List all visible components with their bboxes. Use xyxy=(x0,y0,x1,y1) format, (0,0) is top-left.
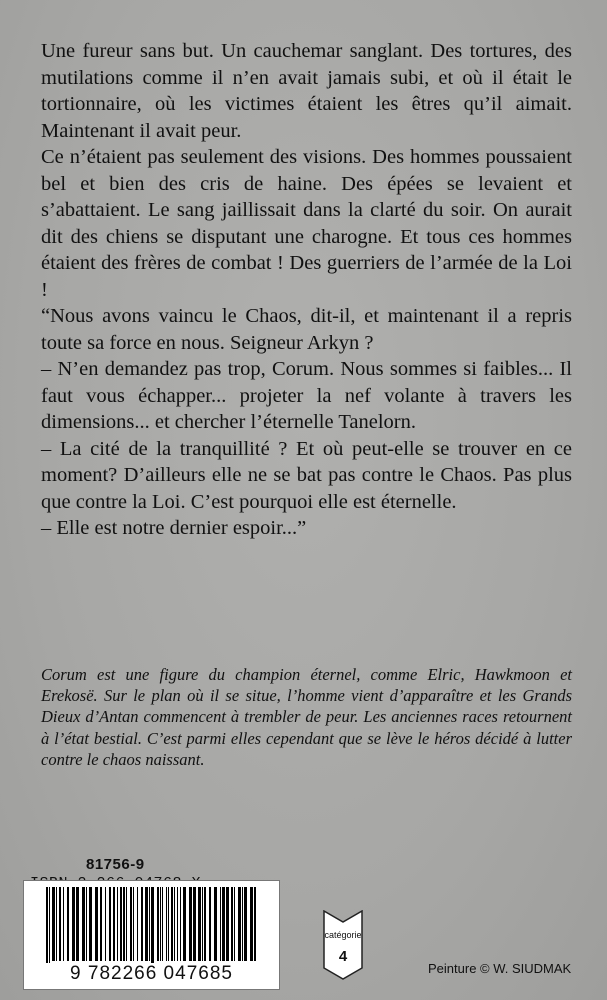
barcode-bar xyxy=(168,887,169,961)
barcode-bar xyxy=(56,887,57,961)
paragraph-1: Une fureur sans but. Un cauchemar sanglant. Des tortures, des mutilations comme il n’en avait jamais subi, et où il était le tortionnaire, où les victimes étaient les êtres qu’il aimait. Maintenant il avait peur. xyxy=(41,40,572,142)
barcode-bar xyxy=(254,887,256,961)
barcode-bar xyxy=(157,887,159,961)
barcode-bar xyxy=(117,887,118,961)
barcode-bar xyxy=(214,887,217,961)
barcode-bar xyxy=(226,887,229,961)
barcode-bar xyxy=(89,887,92,961)
barcode-bar xyxy=(141,887,143,961)
category-label: catégorie xyxy=(324,930,362,940)
barcode-bar xyxy=(105,887,106,961)
series-blurb: Corum est une figure du champion éternel, comme Elric, Hawkmoon et Erekosë. Sur le plan où il se situe, l’homme vient d’apparaître et les Grands Dieux d’Antan commencent à trembler de peur. Les anciennes races retournent à l’état bestial. C’est parmi elles cependant que se lève le héros décidé à lutter contre le chaos naissant. xyxy=(41,665,572,769)
barcode-bars xyxy=(24,881,279,963)
barcode-bar xyxy=(151,887,154,963)
barcode-bar xyxy=(109,887,111,961)
barcode-digits: 9 782266 047685 xyxy=(70,963,233,984)
barcode-bar xyxy=(231,887,233,961)
barcode-bar xyxy=(202,887,203,961)
barcode-bar xyxy=(220,887,221,961)
barcode xyxy=(23,880,280,990)
barcode-bar xyxy=(49,887,50,963)
barcode-bar xyxy=(189,887,192,961)
barcode-bar xyxy=(244,887,247,961)
back-cover-text xyxy=(41,38,572,542)
barcode-bar xyxy=(63,887,64,961)
barcode-bar xyxy=(76,887,79,961)
paragraph-5: – La cité de la tranquillité ? Et où peut-elle se trouver en ce moment? D’ailleurs elle ne se bat pas contre le Chaos. Pas plus que contre la Loi. C’est pourquoi elle est éternelle. xyxy=(41,437,572,513)
barcode-bar xyxy=(72,887,75,961)
barcode-bar xyxy=(180,887,181,961)
barcode-bar xyxy=(52,887,55,961)
barcode-bar xyxy=(123,887,125,961)
barcode-bar xyxy=(149,887,150,961)
barcode-bar xyxy=(250,887,253,961)
barcode-bar xyxy=(137,887,138,961)
barcode-bar xyxy=(113,887,115,961)
barcode-bar xyxy=(183,887,186,961)
illustration-credit: Peinture © W. SIUDMAK xyxy=(428,961,572,976)
barcode-bar xyxy=(204,887,206,961)
barcode-bar xyxy=(86,887,87,961)
publisher-code: 81756-9 xyxy=(86,856,145,873)
barcode-bar xyxy=(133,887,134,961)
barcode-bar xyxy=(222,887,225,961)
barcode-bar xyxy=(193,887,196,961)
barcode-bar xyxy=(162,887,163,961)
barcode-bar xyxy=(166,887,167,961)
category-badge-shape xyxy=(323,910,363,980)
paragraph-3: “Nous avons vaincu le Chaos, dit-il, et maintenant il a repris toute sa force en nous. Seigneur Arkyn ? xyxy=(41,305,572,354)
barcode-bar xyxy=(174,887,175,961)
barcode-bar xyxy=(67,887,69,961)
barcode-bar xyxy=(100,887,102,961)
barcode-bar xyxy=(160,887,161,961)
barcode-bar xyxy=(126,887,127,961)
paragraph-4: – N’en demandez pas trop, Corum. Nous sommes si faibles... Il faut vous échapper... projeter la nef volante à travers les dimensions... et chercher l’éternelle Tanelorn. xyxy=(41,358,572,433)
barcode-bar xyxy=(198,887,201,961)
barcode-bar xyxy=(145,887,148,961)
barcode-bar xyxy=(234,887,235,961)
barcode-bar xyxy=(59,887,61,961)
barcode-bar xyxy=(46,887,48,963)
paragraph-6: – Elle est notre dernier espoir...” xyxy=(41,517,307,539)
barcode-bar xyxy=(120,887,122,961)
barcode-bar xyxy=(238,887,241,961)
barcode-bar xyxy=(209,887,211,961)
barcode-bar xyxy=(242,887,243,961)
barcode-bar xyxy=(130,887,132,961)
barcode-bar xyxy=(171,887,173,961)
barcode-bar xyxy=(177,887,178,961)
category-number: 4 xyxy=(338,948,348,965)
barcode-bar xyxy=(82,887,85,961)
paragraph-2: Ce n’étaient pas seulement des visions. Des hommes poussaient bel et bien des cris de haine. Des épées se levaient et s’abattaient. Le sang jaillissait dans la clarté du soir. On aurait dit des chiens se disputant une charogne. Et tous ces hommes étaient des frères de combat ! Des guerriers de l’armée de la Loi ! xyxy=(41,146,572,301)
barcode-bar xyxy=(95,887,98,961)
